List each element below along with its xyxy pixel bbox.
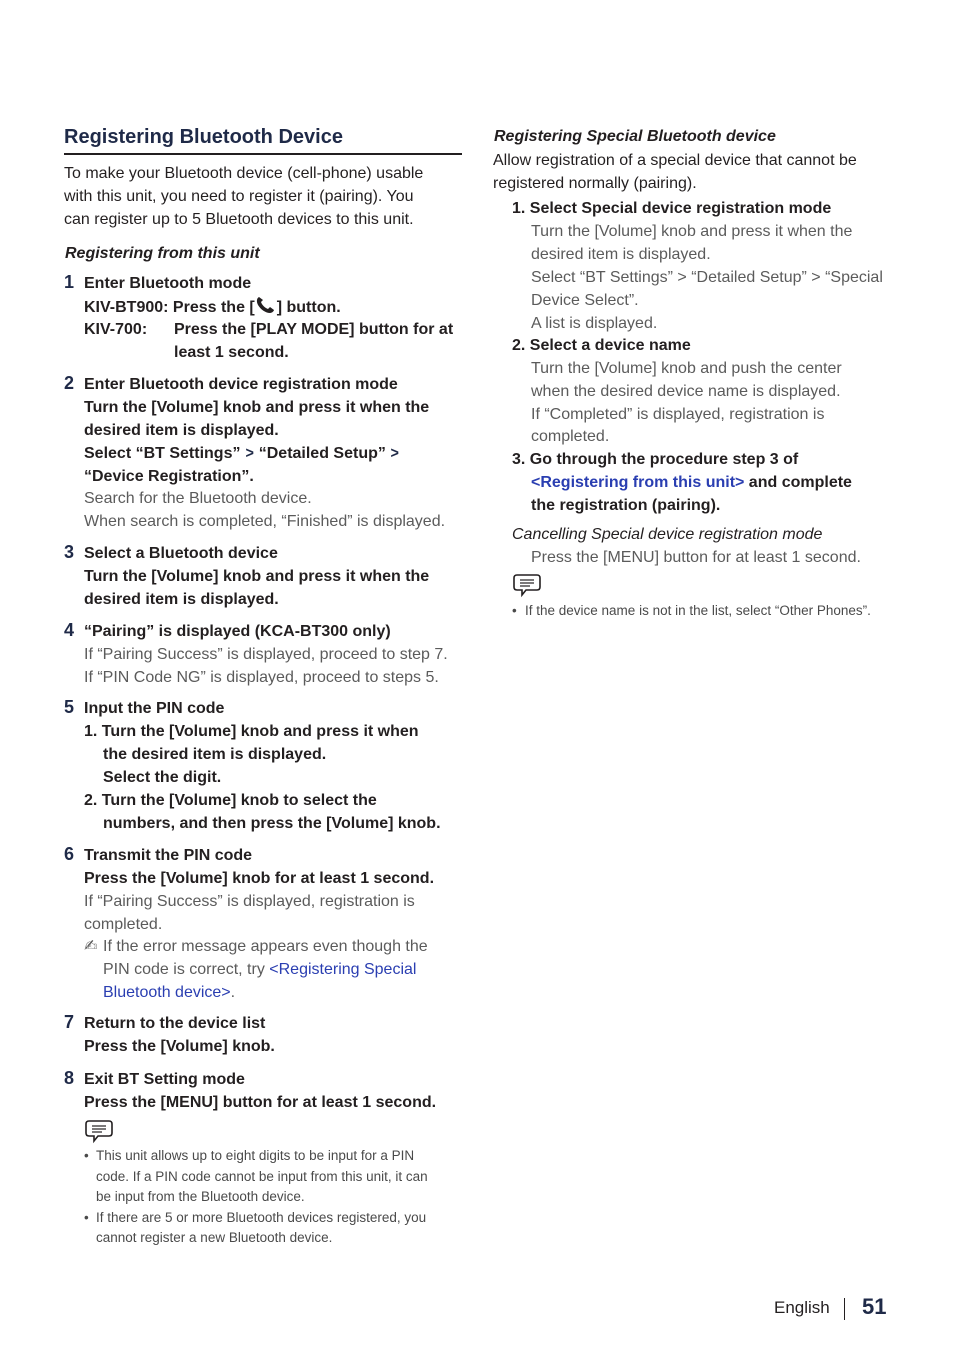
step-heading: 1. Select Special device registration mode <box>512 200 832 217</box>
model-label: KIV-700: <box>84 321 148 338</box>
link-registering-special[interactable]: <Registering Special <box>269 961 417 978</box>
step-heading: Return to the device list <box>84 1015 266 1032</box>
step-line: Press the [Volume] knob for at least 1 second. <box>84 870 435 887</box>
note-line: code. If a PIN code cannot be input from this unit, it can <box>96 1169 428 1184</box>
model-label: KIV-BT900: <box>84 299 169 316</box>
step-line: Press the [Volume] knob. <box>84 1038 275 1055</box>
step-line: If “Completed” is displayed, registration is <box>531 406 825 423</box>
step-line <box>531 471 852 494</box>
menu-path: “Detailed Setup” <box>258 445 386 462</box>
arrow-icon: > <box>245 445 254 462</box>
note-line: cannot register a new Bluetooth device. <box>96 1230 333 1245</box>
substep-line: 1. Turn the [Volume] knob and press it when <box>84 723 419 740</box>
menu-path: Select “BT Settings” <box>84 445 241 462</box>
phone-icon <box>255 295 277 315</box>
step-heading: Enter Bluetooth device registration mode <box>84 376 398 393</box>
footer-divider <box>844 1298 845 1320</box>
step-line: Turn the [Volume] knob and press it when the <box>84 399 430 416</box>
step-line: desired item is displayed. <box>531 246 711 263</box>
substep-line: Select the digit. <box>103 769 222 786</box>
bullet: • <box>84 1210 89 1225</box>
intro-line: registered normally (pairing). <box>493 175 697 192</box>
note-line: If there are 5 or more Bluetooth devices registered, you <box>96 1210 427 1225</box>
step-heading: Exit BT Setting mode <box>84 1071 245 1088</box>
substep-line: 2. Turn the [Volume] knob to select the <box>84 792 377 809</box>
step-heading: 3. Go through the procedure step 3 of <box>512 451 799 468</box>
step-number: 6 <box>64 844 75 864</box>
step-text: ] button. <box>276 299 341 316</box>
intro-line: with this unit, you need to register it (pairing). You <box>64 188 414 205</box>
step-text: and complete <box>744 474 852 491</box>
step-line: completed. <box>531 428 610 445</box>
subheading-register-from-unit: Registering from this unit <box>65 245 260 262</box>
tip-text: . <box>230 984 236 1001</box>
step-line: Select “BT Settings” > “Detailed Setup” > “Special <box>531 269 883 286</box>
step-heading: 2. Select a device name <box>512 337 691 354</box>
link-registering-special[interactable]: Bluetooth device> <box>103 984 231 1001</box>
step-heading: Input the PIN code <box>84 700 225 717</box>
step-line: Turn the [Volume] knob and press it when the <box>84 568 430 585</box>
step-line <box>84 295 341 319</box>
step-line: completed. <box>84 916 163 933</box>
step-line: A list is displayed. <box>531 315 658 332</box>
footer-language: English <box>774 1298 830 1317</box>
title-rule <box>64 153 462 155</box>
step-line: least 1 second. <box>174 344 289 361</box>
step-line: Press the [PLAY MODE] button for at <box>174 321 454 338</box>
tip-line <box>103 958 416 981</box>
step-heading: Enter Bluetooth mode <box>84 275 252 292</box>
note-icon <box>84 1118 114 1144</box>
step-number: 8 <box>64 1068 75 1088</box>
note-line: If the device name is not in the list, select “Other Phones”. <box>525 603 871 618</box>
step-number: 4 <box>64 620 75 640</box>
tip-line: If the error message appears even though the <box>103 938 428 955</box>
bullet: • <box>84 1148 89 1163</box>
step-heading: Transmit the PIN code <box>84 847 253 864</box>
tip-line <box>103 981 235 1004</box>
arrow-icon: > <box>390 445 400 462</box>
step-line: Press the [MENU] button for at least 1 second. <box>84 1094 437 1111</box>
cancel-line: Press the [MENU] button for at least 1 second. <box>531 549 861 566</box>
tip-text: PIN code is correct, try <box>103 961 270 978</box>
step-line: when the desired device name is displayed. <box>531 383 841 400</box>
intro-line: Allow registration of a special device that cannot be <box>493 152 857 169</box>
step-line: desired item is displayed. <box>84 591 279 608</box>
step-line: When search is completed, “Finished” is displayed. <box>84 513 446 530</box>
step-number: 2 <box>64 373 75 393</box>
link-registering-from-unit[interactable]: <Registering from this unit> <box>531 474 745 491</box>
bullet: • <box>512 603 517 618</box>
subheading-special-device: Registering Special Bluetooth device <box>494 128 776 145</box>
note-icon <box>512 572 542 598</box>
step-line: If “PIN Code NG” is displayed, proceed to steps 5. <box>84 669 439 686</box>
step-number: 1 <box>64 272 75 292</box>
substep-line: numbers, and then press the [Volume] knob. <box>103 815 441 832</box>
step-number: 3 <box>64 542 75 562</box>
note-line: be input from the Bluetooth device. <box>96 1189 305 1204</box>
substep-line: the desired item is displayed. <box>103 746 327 763</box>
step-line: Search for the Bluetooth device. <box>84 490 312 507</box>
step-line: Turn the [Volume] knob and press it when the <box>531 223 853 240</box>
step-line: If “Pairing Success” is displayed, proceed to step 7. <box>84 646 448 663</box>
intro-line: can register up to 5 Bluetooth devices to this unit. <box>64 211 414 228</box>
step-line: desired item is displayed. <box>84 422 279 439</box>
step-line: “Device Registration”. <box>84 468 254 485</box>
step-line: Device Select”. <box>531 292 639 309</box>
step-heading: “Pairing” is displayed (KCA-BT300 only) <box>84 623 391 640</box>
step-line: If “Pairing Success” is displayed, registration is <box>84 893 415 910</box>
step-text: Press the [ <box>172 299 255 316</box>
step-line: the registration (pairing). <box>531 497 721 514</box>
step-heading: Select a Bluetooth device <box>84 545 278 562</box>
intro-line: To make your Bluetooth device (cell-phone) usable <box>64 165 424 182</box>
step-number: 7 <box>64 1012 75 1032</box>
page-number: 51 <box>862 1294 887 1319</box>
cancel-title: Cancelling Special device registration mode <box>512 526 823 543</box>
step-line: Turn the [Volume] knob and push the center <box>531 360 842 377</box>
section-title: Registering Bluetooth Device <box>64 126 343 148</box>
pencil-icon: ✍ <box>84 938 98 955</box>
step-line <box>84 442 400 465</box>
step-number: 5 <box>64 697 75 717</box>
note-line: This unit allows up to eight digits to be input for a PIN <box>96 1148 415 1163</box>
